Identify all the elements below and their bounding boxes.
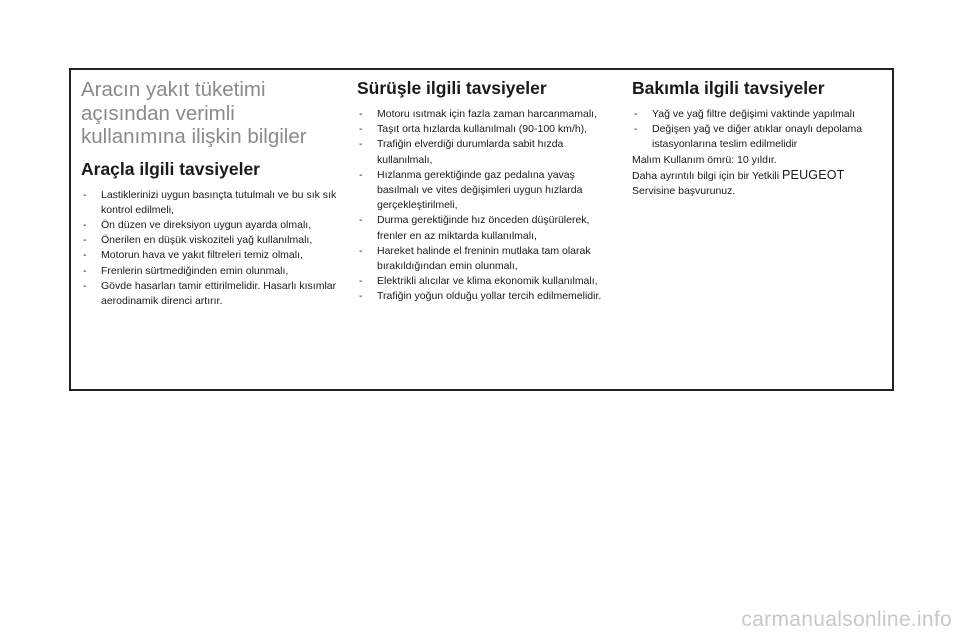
dealer-note-prefix: Daha ayrıntılı bilgi için bir Yetkili (632, 169, 780, 182)
intro-title-line: açısından verimli (81, 101, 235, 125)
vehicle-section-title: Araçla ilgili tavsiyeler (81, 158, 260, 179)
maintenance-section-title: Bakımla ilgili tavsiyeler (632, 78, 825, 98)
list-item: - Elektrikli alıcılar ve klima ekonomik kullanılmalı, (357, 274, 619, 289)
list-item: - Taşıt orta hızlarda kullanılmalı (90-100 km/h), (357, 122, 619, 137)
driving-advice-list (357, 107, 619, 305)
intro-title-line: kullanımına ilişkin bilgiler (81, 125, 307, 148)
list-item: - Motoru ısıtmak için fazla zaman harcanmamalı, (357, 107, 619, 122)
list-item: - Motorun hava ve yakıt filtreleri temiz olmalı, (81, 248, 343, 263)
list-item: - Ön düzen ve direksiyon uygun ayarda olmalı, (81, 218, 343, 233)
intro-title (81, 78, 343, 149)
list-item: - Yağ ve yağ filtre değişimi vaktinde yapılmalı (632, 107, 888, 122)
column-right (632, 78, 888, 199)
intro-title-line: Aracın yakıt tüketimi (81, 78, 266, 101)
manual-page-frame (69, 68, 894, 391)
maintenance-advice-list (632, 107, 888, 153)
column-middle (357, 78, 619, 305)
list-item: - Değişen yağ ve diğer atıklar onaylı depolama istasyonlarına teslim edilmelidir (632, 122, 888, 152)
brand-name: PEUGEOT (782, 167, 845, 182)
list-item: - Trafiğin yoğun olduğu yollar tercih edilmemelidir. (357, 289, 619, 304)
column-left (81, 78, 343, 309)
list-item: - Önerilen en düşük viskoziteli yağ kullanılmalı, (81, 233, 343, 248)
list-item: - Lastiklerinizi uygun basınçta tutulmalı ve bu sık sık kontrol edilmeli, (81, 188, 343, 218)
vehicle-advice-list (81, 188, 343, 310)
list-item: - Durma gerektiğinde hız önceden düşürülerek, frenler en az miktarda kullanılmalı, (357, 213, 619, 243)
dealer-note-suffix: Servisine başvurunuz. (632, 185, 736, 198)
list-item: - Trafiğin elverdiği durumlarda sabit hızda kullanılmalı, (357, 137, 619, 167)
list-item: - Frenlerin sürtmediğinden emin olunmalı, (81, 264, 343, 279)
list-item: - Hızlanma gerektiğinde gaz pedalına yavaş basılmalı ve vites değişimleri uygun hızlarda gerçekleştirilmeli, (357, 168, 619, 214)
driving-section-title: Sürüşle ilgili tavsiyeler (357, 78, 547, 98)
list-item: - Hareket halinde el freninin mutlaka tam olarak bırakıldığından emin olunmalı, (357, 244, 619, 274)
lifetime-note: Malım Kullanım ömrü: 10 yıldır. (632, 153, 777, 166)
watermark-text: carmanualsonline.info (741, 608, 952, 631)
dealer-note (632, 168, 888, 199)
list-item: - Gövde hasarları tamir ettirilmelidir. Hasarlı kısımlar aerodinamik direnci artırır. (81, 279, 343, 309)
